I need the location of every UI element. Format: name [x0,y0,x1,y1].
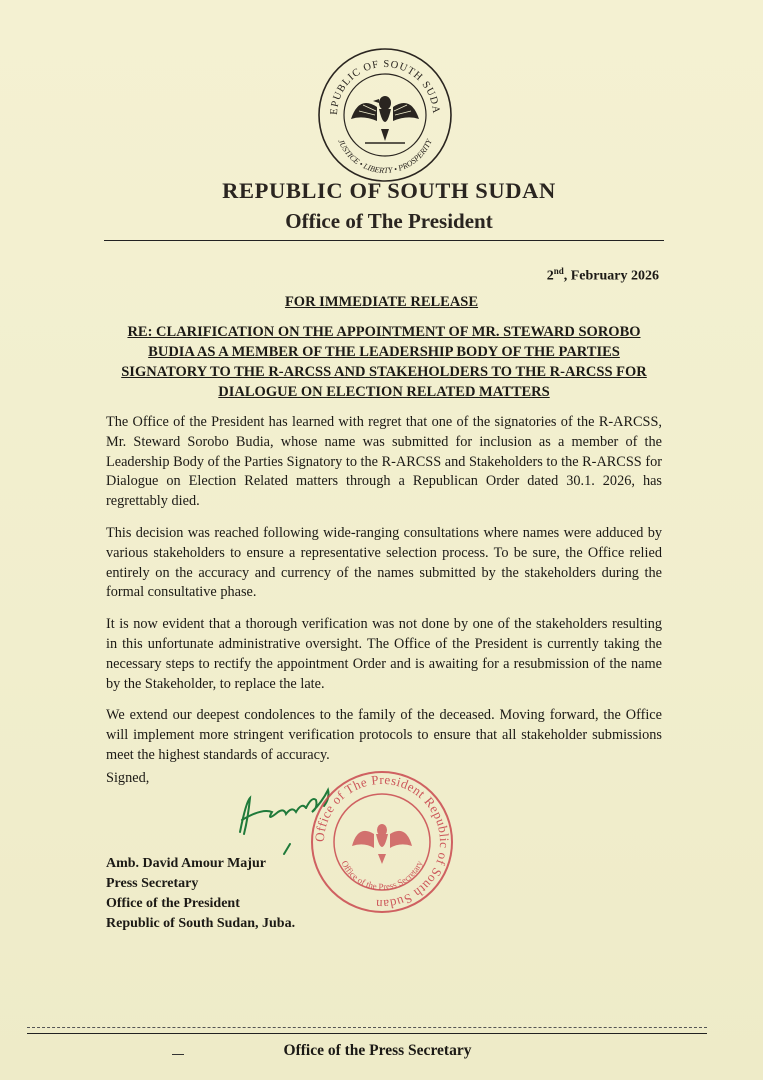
seal-ring-top: EPUBLIC OF SOUTH SUDA [328,58,442,116]
stamp-eagle-icon [352,824,412,864]
paragraph: The Office of the President has learned with regret that one of the signatories of the R-ARCSS, Mr. Steward Sorobo Budia, whose name was submitted for inclusion as a member of the Leadership Body of the Parties Signatory to the R-ARCSS and Stakeholders to the R-ARCSS for Dialogue on Election Related matters through a Republican Order dated 30.1. 2026, has regrettably died. [106,414,662,510]
paragraph: This decision was reached following wide-ranging consultations where names were adduced by various stakeholders to ensure a representative selection process. To be sure, the Office relied entirely on the accuracy and currency of the names submitted by the stakeholders during the formal consultative phase. [106,524,662,601]
signed-label: Signed, [106,770,150,786]
signatory-office: Office of the President [106,896,240,911]
signatory-name: Amb. David Amour Majur [106,856,266,871]
eagle-crest-icon [315,45,455,185]
signatory-location: Republic of South Sudan, Juba. [106,916,296,931]
signatory-role: Press Secretary [106,876,199,891]
letter-date [547,266,659,285]
header-subtitle: Office of The President [285,209,493,233]
subject-line: RE: CLARIFICATION ON THE APPOINTMENT OF MR. STEWARD SOROBO BUDIA AS A MEMBER OF THE LEADERSHIP BODY OF THE PARTIES SIGNATORY TO THE R-ARCSS AND STAKEHOLDERS TO THE R-ARCSS FOR DIALOGUE ON ELECTION RELATED MATTERS [121,324,647,400]
national-seal [315,45,455,185]
signatory-block [106,854,295,934]
header-divider [104,240,664,241]
paragraph: It is now evident that a thorough verification was not done by one of the stakeholders resulting in this unfortunate administrative oversight. The Office of the President is currently taking the necessary steps to rectify the appointment Order and is awaiting for a resubmission of the name by the Stakeholder, to replace the late. [106,616,662,692]
stamp-inner-text: Office of the Press Secretary [339,858,425,892]
date-day: 2 [546,268,554,284]
footer-office: Office of the Press Secretary [283,1042,472,1059]
header-title: REPUBLIC OF SOUTH SUDAN [222,178,556,203]
date-suffix: nd [553,266,564,276]
paragraph: We extend our deepest condolences to the family of the deceased. Moving forward, the Office will implement more stringent verification protocols to ensure that all stakeholder submissions meet the highest standards of accuracy. [106,707,662,763]
footer-divider-dashed [27,1027,707,1028]
seal-ring-bottom: JUSTICE • LIBERTY • PROSPERITY [336,137,434,176]
date-rest: , February 2026 [563,268,659,284]
release-label: FOR IMMEDIATE RELEASE [284,294,479,310]
svg-text:REPUBLIC OF SOUTH SUDAN [315,45,441,115]
official-stamp [308,768,456,916]
letter-body [106,413,662,778]
stamp-ring-text: Office of The President Republic of South Sudan [311,771,453,913]
footer-divider [27,1033,707,1034]
